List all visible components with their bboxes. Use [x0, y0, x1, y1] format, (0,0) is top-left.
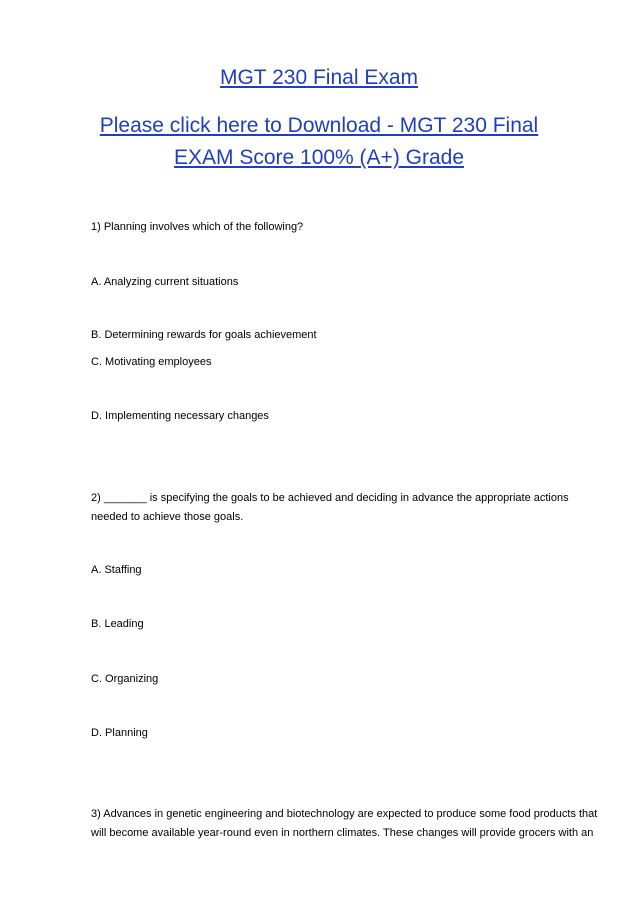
question-2: 2) _______ is specifying the goals to be achieved and deciding in advance the appropriate actions needed to achieve those goals. — [91, 492, 569, 523]
question-3: 3) Advances in genetic engineering and biotechnology are expected to produce some food products that will become available year-round even in northern climates. These changes will provide grocers with an — [91, 808, 598, 839]
q1-option-a: A. Analyzing current situations — [91, 276, 239, 288]
q1-option-c: C. Motivating employees — [91, 356, 212, 368]
q1-option-d: D. Implementing necessary changes — [91, 410, 269, 422]
exam-title-link[interactable]: MGT 230 Final Exam — [219, 66, 418, 89]
q2-option-d: D. Planning — [91, 727, 148, 739]
q1-option-b: B. Determining rewards for goals achievement — [91, 329, 317, 341]
q2-option-c: C. Organizing — [91, 673, 159, 685]
question-1: 1) Planning involves which of the following? — [91, 221, 304, 233]
q2-option-b: B. Leading — [91, 618, 144, 630]
download-link[interactable]: Please click here to Download - MGT 230 Final EXAM Score 100% (A+) Grade — [99, 114, 539, 169]
q2-option-a: A. Staffing — [91, 564, 142, 576]
